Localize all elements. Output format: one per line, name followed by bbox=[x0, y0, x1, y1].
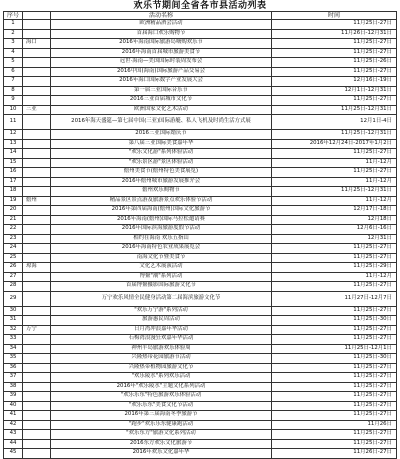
header-area bbox=[23, 12, 51, 20]
row-time: 11月25日-27日 bbox=[272, 325, 397, 335]
row-activity: 2016年第三届海南冬季旅游节 bbox=[51, 411, 272, 421]
row-time: 11月25日-27日 bbox=[272, 411, 397, 421]
table-row bbox=[4, 401, 397, 411]
row-num: 1 bbox=[4, 20, 23, 30]
row-area bbox=[23, 382, 51, 392]
row-activity: 冠世·海南—美国国际时装周发布会 bbox=[51, 58, 272, 68]
row-activity: 日月湾冲浪嘉年华活动 bbox=[51, 325, 272, 335]
table-row bbox=[4, 29, 397, 39]
row-time: 11月25日-29日 bbox=[272, 263, 397, 273]
row-area bbox=[23, 420, 51, 430]
row-num: 21 bbox=[4, 215, 23, 225]
row-num: 34 bbox=[4, 344, 23, 354]
row-num: 26 bbox=[4, 263, 23, 273]
row-num: 28 bbox=[4, 282, 23, 292]
table-row bbox=[4, 206, 397, 216]
row-num: 31 bbox=[4, 316, 23, 326]
row-area bbox=[23, 29, 51, 39]
row-area bbox=[23, 430, 51, 440]
table-row bbox=[4, 20, 397, 30]
row-num: 40 bbox=[4, 401, 23, 411]
row-time: 11月25日-30日 bbox=[272, 316, 397, 326]
row-area bbox=[23, 77, 51, 87]
row-activity: 2016年欢乐文化嘉年华 bbox=[51, 449, 272, 459]
row-time: 12月16日-19日 bbox=[272, 77, 397, 87]
row-area bbox=[23, 244, 51, 254]
row-num: 32 bbox=[4, 325, 23, 335]
table-header-row bbox=[4, 12, 397, 20]
row-area bbox=[23, 306, 51, 316]
row-time: 11月25日-27日 bbox=[272, 382, 397, 392]
row-num: 38 bbox=[4, 382, 23, 392]
row-activity: 南海文化节暨美食节 bbox=[51, 253, 272, 263]
row-time: 11月25日-12月31日 bbox=[272, 105, 397, 115]
row-area bbox=[23, 335, 51, 345]
row-activity: 2016年国际滨海旅游度假节活动 bbox=[51, 225, 272, 235]
row-num: 37 bbox=[4, 373, 23, 383]
row-num: 17 bbox=[4, 177, 23, 187]
row-activity: 石梅湾浪漫狂欢嘉年华活动 bbox=[51, 335, 272, 345]
row-num: 30 bbox=[4, 306, 23, 316]
row-time: 11月25日-27日 bbox=[272, 48, 397, 58]
row-time: 11月25日-27日 bbox=[272, 96, 397, 106]
row-area bbox=[23, 225, 51, 235]
table-row bbox=[4, 392, 397, 402]
row-num: 11 bbox=[4, 115, 23, 130]
row-time: 11月25日-27日 bbox=[272, 439, 397, 449]
row-area bbox=[23, 115, 51, 130]
row-num: 16 bbox=[4, 168, 23, 178]
table-row bbox=[4, 196, 397, 206]
row-num: 41 bbox=[4, 411, 23, 421]
table-row bbox=[4, 449, 397, 459]
header-activity: 活动名称 bbox=[51, 12, 272, 20]
row-num: 14 bbox=[4, 149, 23, 159]
row-activity: 2016东方欢乐文化旅游节 bbox=[51, 439, 272, 449]
row-time: 11月25日-27日 bbox=[272, 392, 397, 402]
row-time: 11月26日-12月31日 bbox=[272, 29, 397, 39]
row-area bbox=[23, 401, 51, 411]
row-activity: 第八届三亚国际美食嘉年华 bbox=[51, 139, 272, 149]
row-area bbox=[23, 168, 51, 178]
row-activity: 文化艺术展演活动 bbox=[51, 263, 272, 273]
row-area bbox=[23, 149, 51, 159]
row-activity: "欢乐万宁游"系列活动 bbox=[51, 306, 272, 316]
row-area bbox=[23, 215, 51, 225]
row-area bbox=[23, 20, 51, 30]
table-row bbox=[4, 430, 397, 440]
row-area bbox=[23, 187, 51, 197]
table-row bbox=[4, 335, 397, 345]
table-row bbox=[4, 306, 397, 316]
row-num: 4 bbox=[4, 48, 23, 58]
row-activity: "欢乐文化游"系列体验活动 bbox=[51, 149, 272, 159]
row-num: 9 bbox=[4, 96, 23, 106]
row-time: 12月1日-4日 bbox=[272, 115, 397, 130]
row-time: 11月26日-27日 bbox=[272, 449, 397, 459]
table-row bbox=[4, 86, 397, 96]
row-time: 11月-12月 bbox=[272, 177, 397, 187]
row-area bbox=[23, 253, 51, 263]
row-time: 12月6日-16日 bbox=[272, 225, 397, 235]
row-activity: 儋州欢乐购物节 bbox=[51, 187, 272, 197]
table-row bbox=[4, 115, 397, 130]
row-num: 10 bbox=[4, 105, 23, 115]
row-time: 11月25日-27日 bbox=[272, 253, 397, 263]
table-body bbox=[4, 20, 397, 459]
row-num: 42 bbox=[4, 420, 23, 430]
activity-table bbox=[3, 11, 397, 459]
row-activity: 2016三亚首届城市文化节 bbox=[51, 96, 272, 106]
table-row bbox=[4, 411, 397, 421]
table-row bbox=[4, 244, 397, 254]
row-area bbox=[23, 344, 51, 354]
row-area bbox=[23, 58, 51, 68]
row-num: 44 bbox=[4, 439, 23, 449]
row-num: 7 bbox=[4, 77, 23, 87]
row-area bbox=[23, 282, 51, 292]
row-num: 8 bbox=[4, 86, 23, 96]
row-area bbox=[23, 158, 51, 168]
row-activity: "欢乐乐东"美食文化节活动 bbox=[51, 401, 272, 411]
row-area bbox=[23, 363, 51, 373]
row-time: 11月25日-27日 bbox=[272, 244, 397, 254]
row-time: 11月25日-27日 bbox=[272, 401, 397, 411]
row-activity: 神州半岛旅游欢乐体验周 bbox=[51, 344, 272, 354]
row-activity: "欢乐景区游"景区体验活动 bbox=[51, 158, 272, 168]
row-num: 35 bbox=[4, 354, 23, 364]
row-num: 25 bbox=[4, 253, 23, 263]
row-time: 11月25日-27日 bbox=[272, 39, 397, 49]
row-area: 儋州 bbox=[23, 196, 51, 206]
row-activity: 首届博鳌摄影国际旅游文化节 bbox=[51, 282, 272, 292]
row-time: 11月25日-27日 bbox=[272, 149, 397, 159]
row-activity: 首届海口欢乐购物节 bbox=[51, 29, 272, 39]
row-activity: 兴隆热带花园旅游节活动 bbox=[51, 354, 272, 364]
row-activity: 2016三亚国际婚庆节 bbox=[51, 130, 272, 140]
row-activity: 2016年海南国际旅游岛嗨购欢乐节 bbox=[51, 39, 272, 49]
row-activity: 2016年海南(儋州)国际马拉松邀请赛 bbox=[51, 215, 272, 225]
page-title: 欢乐节期间全省各市县活动列表 bbox=[133, 1, 267, 11]
table-row bbox=[4, 354, 397, 364]
row-num: 22 bbox=[4, 225, 23, 235]
table-row bbox=[4, 234, 397, 244]
row-activity: "欢乐陵水"系列欢乐活动 bbox=[51, 373, 272, 383]
row-activity: 2016年儋州城市旅游发展推介会 bbox=[51, 177, 272, 187]
row-activity: 万宁欢乐风情全民健身活动第二届海滨旅游文化节 bbox=[51, 291, 272, 306]
row-num: 5 bbox=[4, 58, 23, 68]
row-num: 23 bbox=[4, 234, 23, 244]
row-num: 33 bbox=[4, 335, 23, 345]
row-num: 24 bbox=[4, 244, 23, 254]
row-activity: 精品景区景点游及旅游景点欢乐体验节活动 bbox=[51, 196, 272, 206]
row-time: 12月1日-12月31日 bbox=[272, 86, 397, 96]
row-time: 11月25日-27日 bbox=[272, 306, 397, 316]
row-time: 11月25日-27日 bbox=[272, 373, 397, 383]
row-area bbox=[23, 439, 51, 449]
row-area bbox=[23, 392, 51, 402]
row-activity: "欢乐乐东"特色旅游欢乐体验活动 bbox=[51, 392, 272, 402]
row-area: 三亚 bbox=[23, 105, 51, 115]
row-time: 12月18日 bbox=[272, 215, 397, 225]
table-row bbox=[4, 225, 397, 235]
row-activity: 2016年"欢乐陵水"主题文化系列活动 bbox=[51, 382, 272, 392]
row-time: 11月25日-12月1日 bbox=[272, 344, 397, 354]
row-time: 11月25日-12月31日 bbox=[272, 187, 397, 197]
row-time: 11月25日-26日 bbox=[272, 58, 397, 68]
row-activity: "跑步"欢乐乐东健康跑活动 bbox=[51, 420, 272, 430]
table-row bbox=[4, 363, 397, 373]
row-area: 琼海 bbox=[23, 263, 51, 273]
table-row bbox=[4, 139, 397, 149]
row-num: 45 bbox=[4, 449, 23, 459]
row-time: 12月17日-18日 bbox=[272, 206, 397, 216]
header-num: 序号 bbox=[4, 12, 23, 20]
row-num: 36 bbox=[4, 363, 23, 373]
row-num: 39 bbox=[4, 392, 23, 402]
row-area: 万宁 bbox=[23, 325, 51, 335]
row-num: 20 bbox=[4, 206, 23, 216]
row-time: 12月31日 bbox=[272, 234, 397, 244]
row-activity: 兴隆热带植物园旅游文化节 bbox=[51, 363, 272, 373]
table-row bbox=[4, 420, 397, 430]
table-row bbox=[4, 316, 397, 326]
row-activity: 2016年海天盛筵—第七届中国(三亚)国际游艇、私人飞机及时尚生活方式展 bbox=[51, 115, 272, 130]
row-activity: 2016年海南特色农业成果展览会 bbox=[51, 244, 272, 254]
row-area bbox=[23, 373, 51, 383]
row-area bbox=[23, 96, 51, 106]
table-row bbox=[4, 187, 397, 197]
row-area bbox=[23, 234, 51, 244]
row-area bbox=[23, 354, 51, 364]
table-row bbox=[4, 325, 397, 335]
row-area bbox=[23, 139, 51, 149]
table-row bbox=[4, 272, 397, 282]
row-area bbox=[23, 130, 51, 140]
table-row bbox=[4, 130, 397, 140]
row-activity: 儋州美食节(儋州特色美食展览) bbox=[51, 168, 272, 178]
row-time: 11月-12月 bbox=[272, 272, 397, 282]
row-area bbox=[23, 316, 51, 326]
row-time: 11月-12月 bbox=[272, 158, 397, 168]
row-num: 15 bbox=[4, 158, 23, 168]
table-row bbox=[4, 263, 397, 273]
row-num: 2 bbox=[4, 29, 23, 39]
row-activity: 相约在海南 欢乐五指山 bbox=[51, 234, 272, 244]
row-activity: 第一届三亚国际音乐节 bbox=[51, 86, 272, 96]
row-activity: "欢乐东方"旅游文化系列活动 bbox=[51, 430, 272, 440]
row-area bbox=[23, 177, 51, 187]
table-row bbox=[4, 382, 397, 392]
row-num: 43 bbox=[4, 430, 23, 440]
table-row bbox=[4, 48, 397, 58]
row-time: 11月25日-27日 bbox=[272, 335, 397, 345]
row-time: 2016年12月24日-2017年1月2日 bbox=[272, 139, 397, 149]
row-num: 13 bbox=[4, 139, 23, 149]
table-row bbox=[4, 39, 397, 49]
row-time: 11月25日-27日 bbox=[272, 282, 397, 292]
table-row bbox=[4, 77, 397, 87]
row-num: 18 bbox=[4, 187, 23, 197]
table-row bbox=[4, 96, 397, 106]
row-time: 11月25日-27日 bbox=[272, 168, 397, 178]
row-area bbox=[23, 206, 51, 216]
table-row bbox=[4, 177, 397, 187]
row-num: 29 bbox=[4, 291, 23, 306]
row-activity: 2016年海口国际数字产业发展大会 bbox=[51, 77, 272, 87]
table-row bbox=[4, 105, 397, 115]
table-row bbox=[4, 58, 397, 68]
row-activity: 博鳌"潮"系列活动 bbox=[51, 272, 272, 282]
row-area: 海口 bbox=[23, 39, 51, 49]
row-num: 19 bbox=[4, 196, 23, 206]
row-area bbox=[23, 48, 51, 58]
table-row bbox=[4, 373, 397, 383]
row-num: 27 bbox=[4, 272, 23, 282]
row-num: 3 bbox=[4, 39, 23, 49]
row-area bbox=[23, 449, 51, 459]
row-activity: 欧洲精品酒会活动 bbox=[51, 20, 272, 30]
row-area bbox=[23, 291, 51, 306]
row-activity: 欧洲国家文化艺术活动 bbox=[51, 105, 272, 115]
row-time: 11月25日-27日 bbox=[272, 430, 397, 440]
row-activity: 2016年海南首届城市旅游美食节 bbox=[51, 48, 272, 58]
row-time: 11月25日-30日 bbox=[272, 354, 397, 364]
table-row bbox=[4, 168, 397, 178]
row-num: 6 bbox=[4, 67, 23, 77]
table-row bbox=[4, 215, 397, 225]
row-activity: 2016年第四届海南(儋州)国际文化旅游节 bbox=[51, 206, 272, 216]
row-area bbox=[23, 272, 51, 282]
row-activity: 旅游惠民周活动 bbox=[51, 316, 272, 326]
row-time: 11月25日-12月31日 bbox=[272, 130, 397, 140]
row-time: 11月27日-12月7日 bbox=[272, 291, 397, 306]
table-row bbox=[4, 291, 397, 306]
table-row bbox=[4, 439, 397, 449]
row-area bbox=[23, 411, 51, 421]
row-area bbox=[23, 67, 51, 77]
table-row bbox=[4, 149, 397, 159]
header-time: 时间 bbox=[272, 12, 397, 20]
table-row bbox=[4, 67, 397, 77]
row-time: 11月25日-27日 bbox=[272, 20, 397, 30]
row-time: 11月25日-27日 bbox=[272, 67, 397, 77]
table-row bbox=[4, 158, 397, 168]
table-row bbox=[4, 253, 397, 263]
row-time: 11月-12月 bbox=[272, 196, 397, 206]
row-num: 12 bbox=[4, 130, 23, 140]
table-row bbox=[4, 282, 397, 292]
table-row bbox=[4, 344, 397, 354]
row-activity: 2016中国(海南)国际旅游产品交易会 bbox=[51, 67, 272, 77]
row-time: 11月26日 bbox=[272, 420, 397, 430]
row-time: 11月25日-27日 bbox=[272, 363, 397, 373]
row-area bbox=[23, 86, 51, 96]
